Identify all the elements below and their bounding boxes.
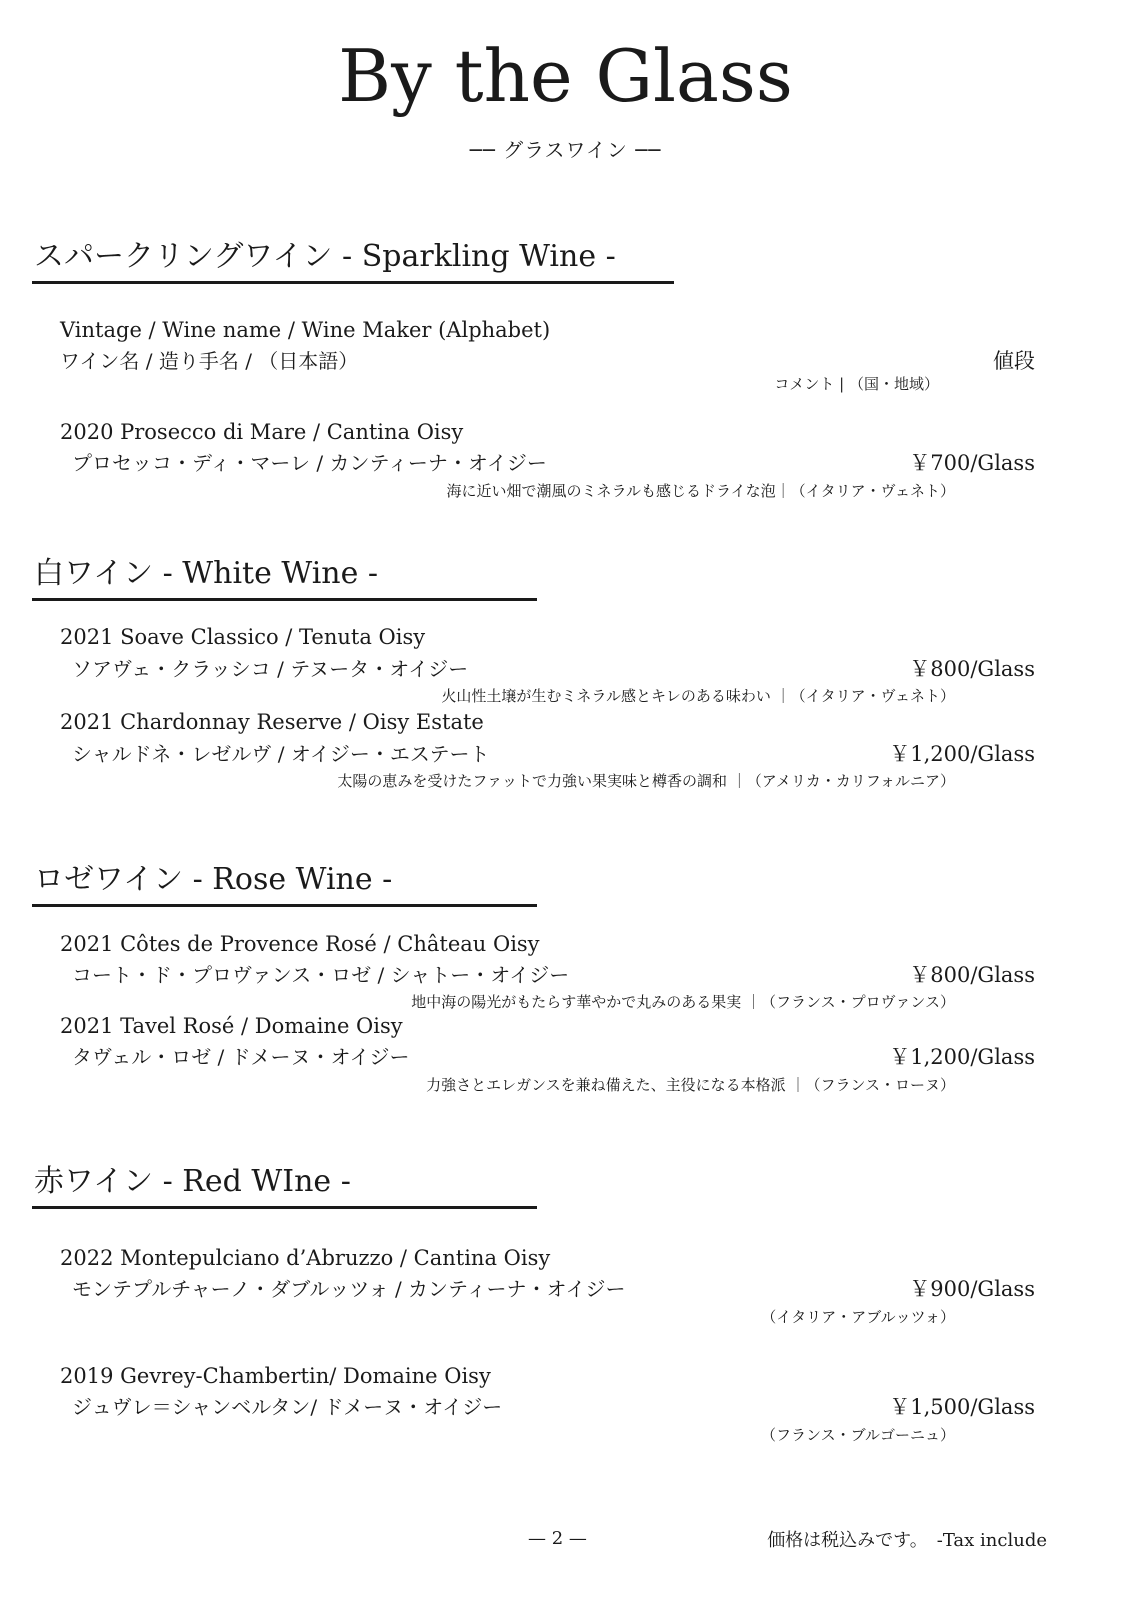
- wine-name-en: 2021 Côtes de Provence Rosé / Château Oisy: [60, 932, 540, 956]
- legend-en: Vintage / Wine name / Wine Maker (Alphabet): [60, 318, 551, 342]
- wine-name-en: 2020 Prosecco di Mare / Cantina Oisy: [60, 420, 464, 444]
- wine-price: ￥800/Glass: [909, 963, 1035, 987]
- wine-name-jp: コート・ド・プロヴァンス・ロゼ / シャトー・オイジー: [72, 963, 570, 987]
- wine-comment: 火山性土壌が生むミネラル感とキレのある味わい ｜（イタリア・ヴェネト）: [441, 687, 955, 705]
- section-heading-rose: ロゼワイン - Rose Wine -: [34, 862, 393, 897]
- section-divider: [32, 1206, 537, 1209]
- wine-name-en: 2021 Tavel Rosé / Domaine Oisy: [60, 1014, 403, 1038]
- page-number: — 2 —: [528, 1528, 587, 1549]
- wine-name-jp: ジュヴレ＝シャンベルタン/ ドメーヌ・オイジー: [72, 1395, 503, 1419]
- wine-comment: 太陽の恵みを受けたファットで力強い果実味と樽香の調和 ｜（アメリカ・カリフォルニア）: [337, 772, 955, 790]
- wine-name-en: 2019 Gevrey-Chambertin/ Domaine Oisy: [60, 1364, 491, 1388]
- wine-comment: 力強さとエレガンスを兼ね備えた、主役になる本格派 ｜（フランス・ローヌ）: [426, 1076, 955, 1094]
- section-divider: [32, 904, 537, 907]
- wine-comment: 海に近い畑で潮風のミネラルも感じるドライな泡｜（イタリア・ヴェネト）: [446, 482, 955, 500]
- wine-price: ￥800/Glass: [909, 657, 1035, 681]
- wine-name-en: 2021 Soave Classico / Tenuta Oisy: [60, 625, 426, 649]
- wine-price: ￥1,200/Glass: [889, 1045, 1035, 1069]
- section-heading-sparkling: スパークリングワイン - Sparkling Wine -: [34, 239, 616, 274]
- wine-name-jp: ソアヴェ・クラッシコ / テヌータ・オイジー: [72, 657, 469, 681]
- page-subtitle: ── グラスワイン ──: [469, 138, 662, 162]
- wine-name-jp: プロセッコ・ディ・マーレ / カンティーナ・オイジー: [72, 451, 547, 475]
- wine-name-en: 2022 Montepulciano d’Abruzzo / Cantina Oisy: [60, 1246, 551, 1270]
- section-heading-white: 白ワイン - White Wine -: [34, 556, 379, 591]
- wine-name-jp: タヴェル・ロゼ / ドメーヌ・オイジー: [72, 1045, 410, 1069]
- legend-jp: ワイン名 / 造り手名 / （日本語）: [60, 349, 359, 373]
- wine-price: ￥1,200/Glass: [889, 742, 1035, 766]
- wine-price: ￥1,500/Glass: [889, 1395, 1035, 1419]
- wine-comment: （フランス・ブルゴーニュ）: [761, 1426, 955, 1444]
- tax-note: 価格は税込みです。 -Tax include: [767, 1530, 1047, 1551]
- wine-comment: （イタリア・アブルッツォ）: [761, 1308, 955, 1326]
- legend-comment: コメント | （国・地域）: [774, 375, 939, 393]
- section-divider: [32, 281, 674, 284]
- page-title: By the Glass: [338, 34, 793, 118]
- wine-name-jp: シャルドネ・レゼルヴ / オイジー・エステート: [72, 742, 490, 766]
- wine-comment: 地中海の陽光がもたらす華やかで丸みのある果実 ｜（フランス・プロヴァンス）: [411, 993, 955, 1011]
- legend-price: 値段: [993, 349, 1035, 373]
- section-divider: [32, 598, 537, 601]
- wine-price: ￥900/Glass: [909, 1277, 1035, 1301]
- wine-price: ￥700/Glass: [909, 451, 1035, 475]
- wine-name-en: 2021 Chardonnay Reserve / Oisy Estate: [60, 710, 484, 734]
- section-heading-red: 赤ワイン - Red WIne -: [34, 1164, 351, 1199]
- wine-name-jp: モンテプルチャーノ・ダブルッツォ / カンティーナ・オイジー: [72, 1277, 626, 1301]
